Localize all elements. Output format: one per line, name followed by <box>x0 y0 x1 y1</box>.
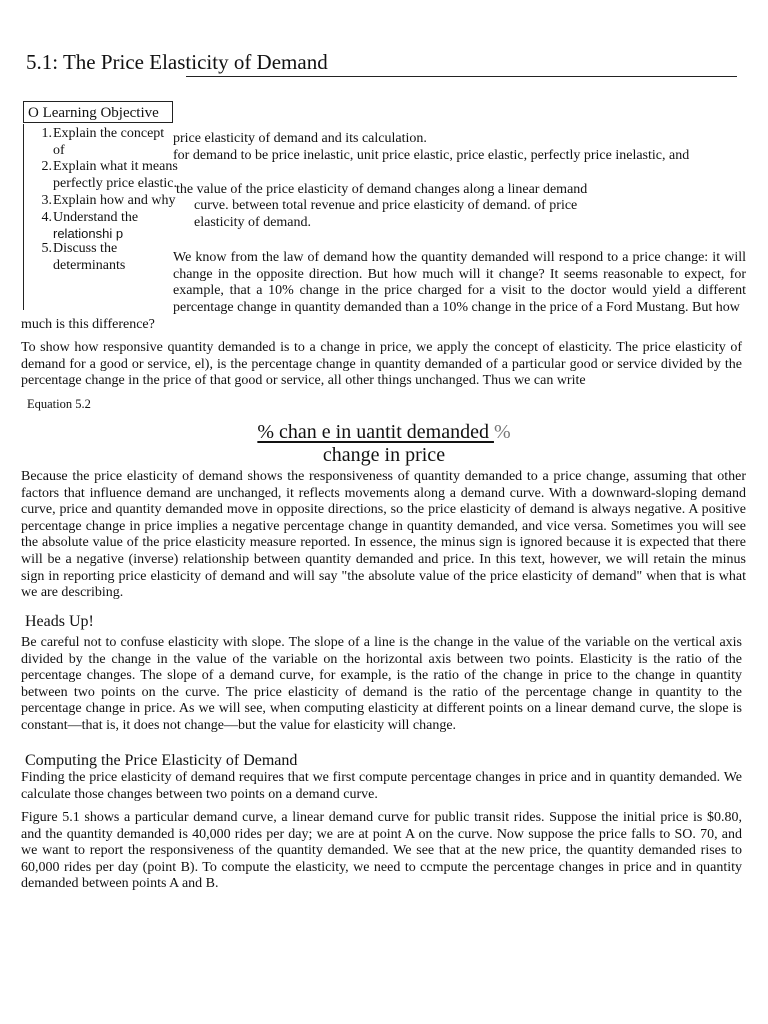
equation-numerator-text: % chan e in uantit demanded <box>257 421 494 443</box>
paragraph-law-of-demand: We know from the law of demand how the quantity demanded will respond to a price change: it will change in the opposite direction. But how much will it change? It seems reasonable to expect, for example, that a 10% change in the price charged for a visit to the doctor would yield a different percentage change in quantity demanded than a 10% change in the price of a Ford Mustang. But how <box>173 250 746 315</box>
objective-item-5 <box>30 241 178 274</box>
equation-numerator-tail: % <box>493 421 511 443</box>
objective-text: Explain what it means perfectly price elastic. <box>53 159 178 192</box>
equation-numerator <box>0 421 768 444</box>
title-rule <box>186 76 737 77</box>
objective-item-4-continued <box>30 226 178 241</box>
objective-fragment-2: for demand to be price inelastic, unit price elastic, price elastic, perfectly price inelastic, and <box>173 148 690 163</box>
learning-objective-list <box>30 126 178 275</box>
paragraph-heads-up: Be careful not to confuse elasticity with slope. The slope of a line is the change in the value of the variable on the vertical axis divided by the change in the value of the variable on the horizontal axis between two points. Elasticity is the ratio of the percentage changes. The slope of a demand curve, for example, is the ratio of the change in price to the change in quantity between two points on the curve. The price elasticity of demand is the ratio of the percentage change in quantity to the percentage change in price. As we will see, when computing elasticity at different points on a linear demand curve, the slope is constant—that is, it does not change—but the value for elasticity will change. <box>21 635 742 733</box>
paragraph-computing: Finding the price elasticity of demand requires that we first compute percentage changes in price and in quantity demanded. We calculate those changes between two points on a demand curve. <box>21 770 742 802</box>
objective-number <box>30 226 53 241</box>
objective-text: Discuss the determinants <box>53 241 126 273</box>
objective-fragment-5: elasticity of demand. <box>194 215 312 230</box>
objective-text: Explain how and why <box>53 192 176 208</box>
equation-label: Equation 5.2 <box>27 397 91 411</box>
objective-number: 3. <box>41 192 52 208</box>
paragraph-elasticity-definition: To show how responsive quantity demanded is to a change in price, we apply the concept of elasticity. The price elasticity of demand for a good or service, el), is the percentage change in quantity demanded of a particular good or service divided by the percentage change in the price of that good or service, all other things unchanged. Thus we can write <box>21 340 742 389</box>
objective-fragment-1: price elasticity of demand and its calculation. <box>173 131 427 146</box>
objective-fragment-4: curve. between total revenue and price elasticity of demand. of price <box>194 198 578 213</box>
learning-objective-rule <box>23 124 24 310</box>
objective-number: 1. <box>41 126 52 141</box>
objective-item-3 <box>30 193 178 210</box>
objective-item-1 <box>30 126 178 159</box>
objective-item-2 <box>30 159 178 192</box>
objective-text: Understand the <box>53 209 139 225</box>
equation-denominator: change in price <box>322 444 446 466</box>
objective-number: 4. <box>41 209 52 225</box>
page-title: 5.1: The Price Elasticity of Demand <box>26 50 328 74</box>
heads-up-heading: Heads Up! <box>25 613 94 630</box>
paragraph-figure-5-1: Figure 5.1 shows a particular demand curve, a linear demand curve for public transit rides. Suppose the initial price is $0.80, and the quantity demanded is 40,000 rides per day; we are at point A on the curve. Now suppose the price falls to SO. 70, and we want to report the responsiveness of the quantity demanded. We see that at the new price, the quantity demanded rises to 60,000 rides per day (point B). To compute the elasticity, we need to ccmpute the percentage changes in price and in quantity demanded between points A and B. <box>21 810 742 892</box>
paragraph-law-of-demand-end: much is this difference? <box>21 317 155 332</box>
paragraph-responsiveness: Because the price elasticity of demand shows the responsiveness of quantity demanded to a price change, assuming that other factors that influence demand are unchanged, it reflects movements along a demand curve. With a downward-sloping demand curve, price and quantity demanded move in opposite directions, so the price elasticity of demand is always negative. A positive percentage change in price implies a negative percentage change in quantity demanded, and vice versa. Sometimes you will see the absolute value of the price elasticity measure reported. In essence, the minus sign is ignored because it is expected that there will be a negative (inverse) relationship between quantity demanded and price. In this text, however, we will retain the minus sign in reporting price elasticity of demand and will say "the absolute value of the price elasticity of demand" when that is what we are describing. <box>21 469 746 601</box>
objective-item-4 <box>30 210 178 227</box>
objective-number: 2. <box>41 159 52 175</box>
objective-text: relationshi p <box>53 226 124 242</box>
objective-number: 5. <box>41 241 52 257</box>
learning-objective-heading: O Learning Objective <box>23 101 173 123</box>
computing-heading: Computing the Price Elasticity of Demand <box>25 752 298 769</box>
objective-fragment-3: the value of the price elasticity of demand changes along a linear demand <box>176 182 588 197</box>
objective-text: Explain the concept of <box>53 126 165 158</box>
